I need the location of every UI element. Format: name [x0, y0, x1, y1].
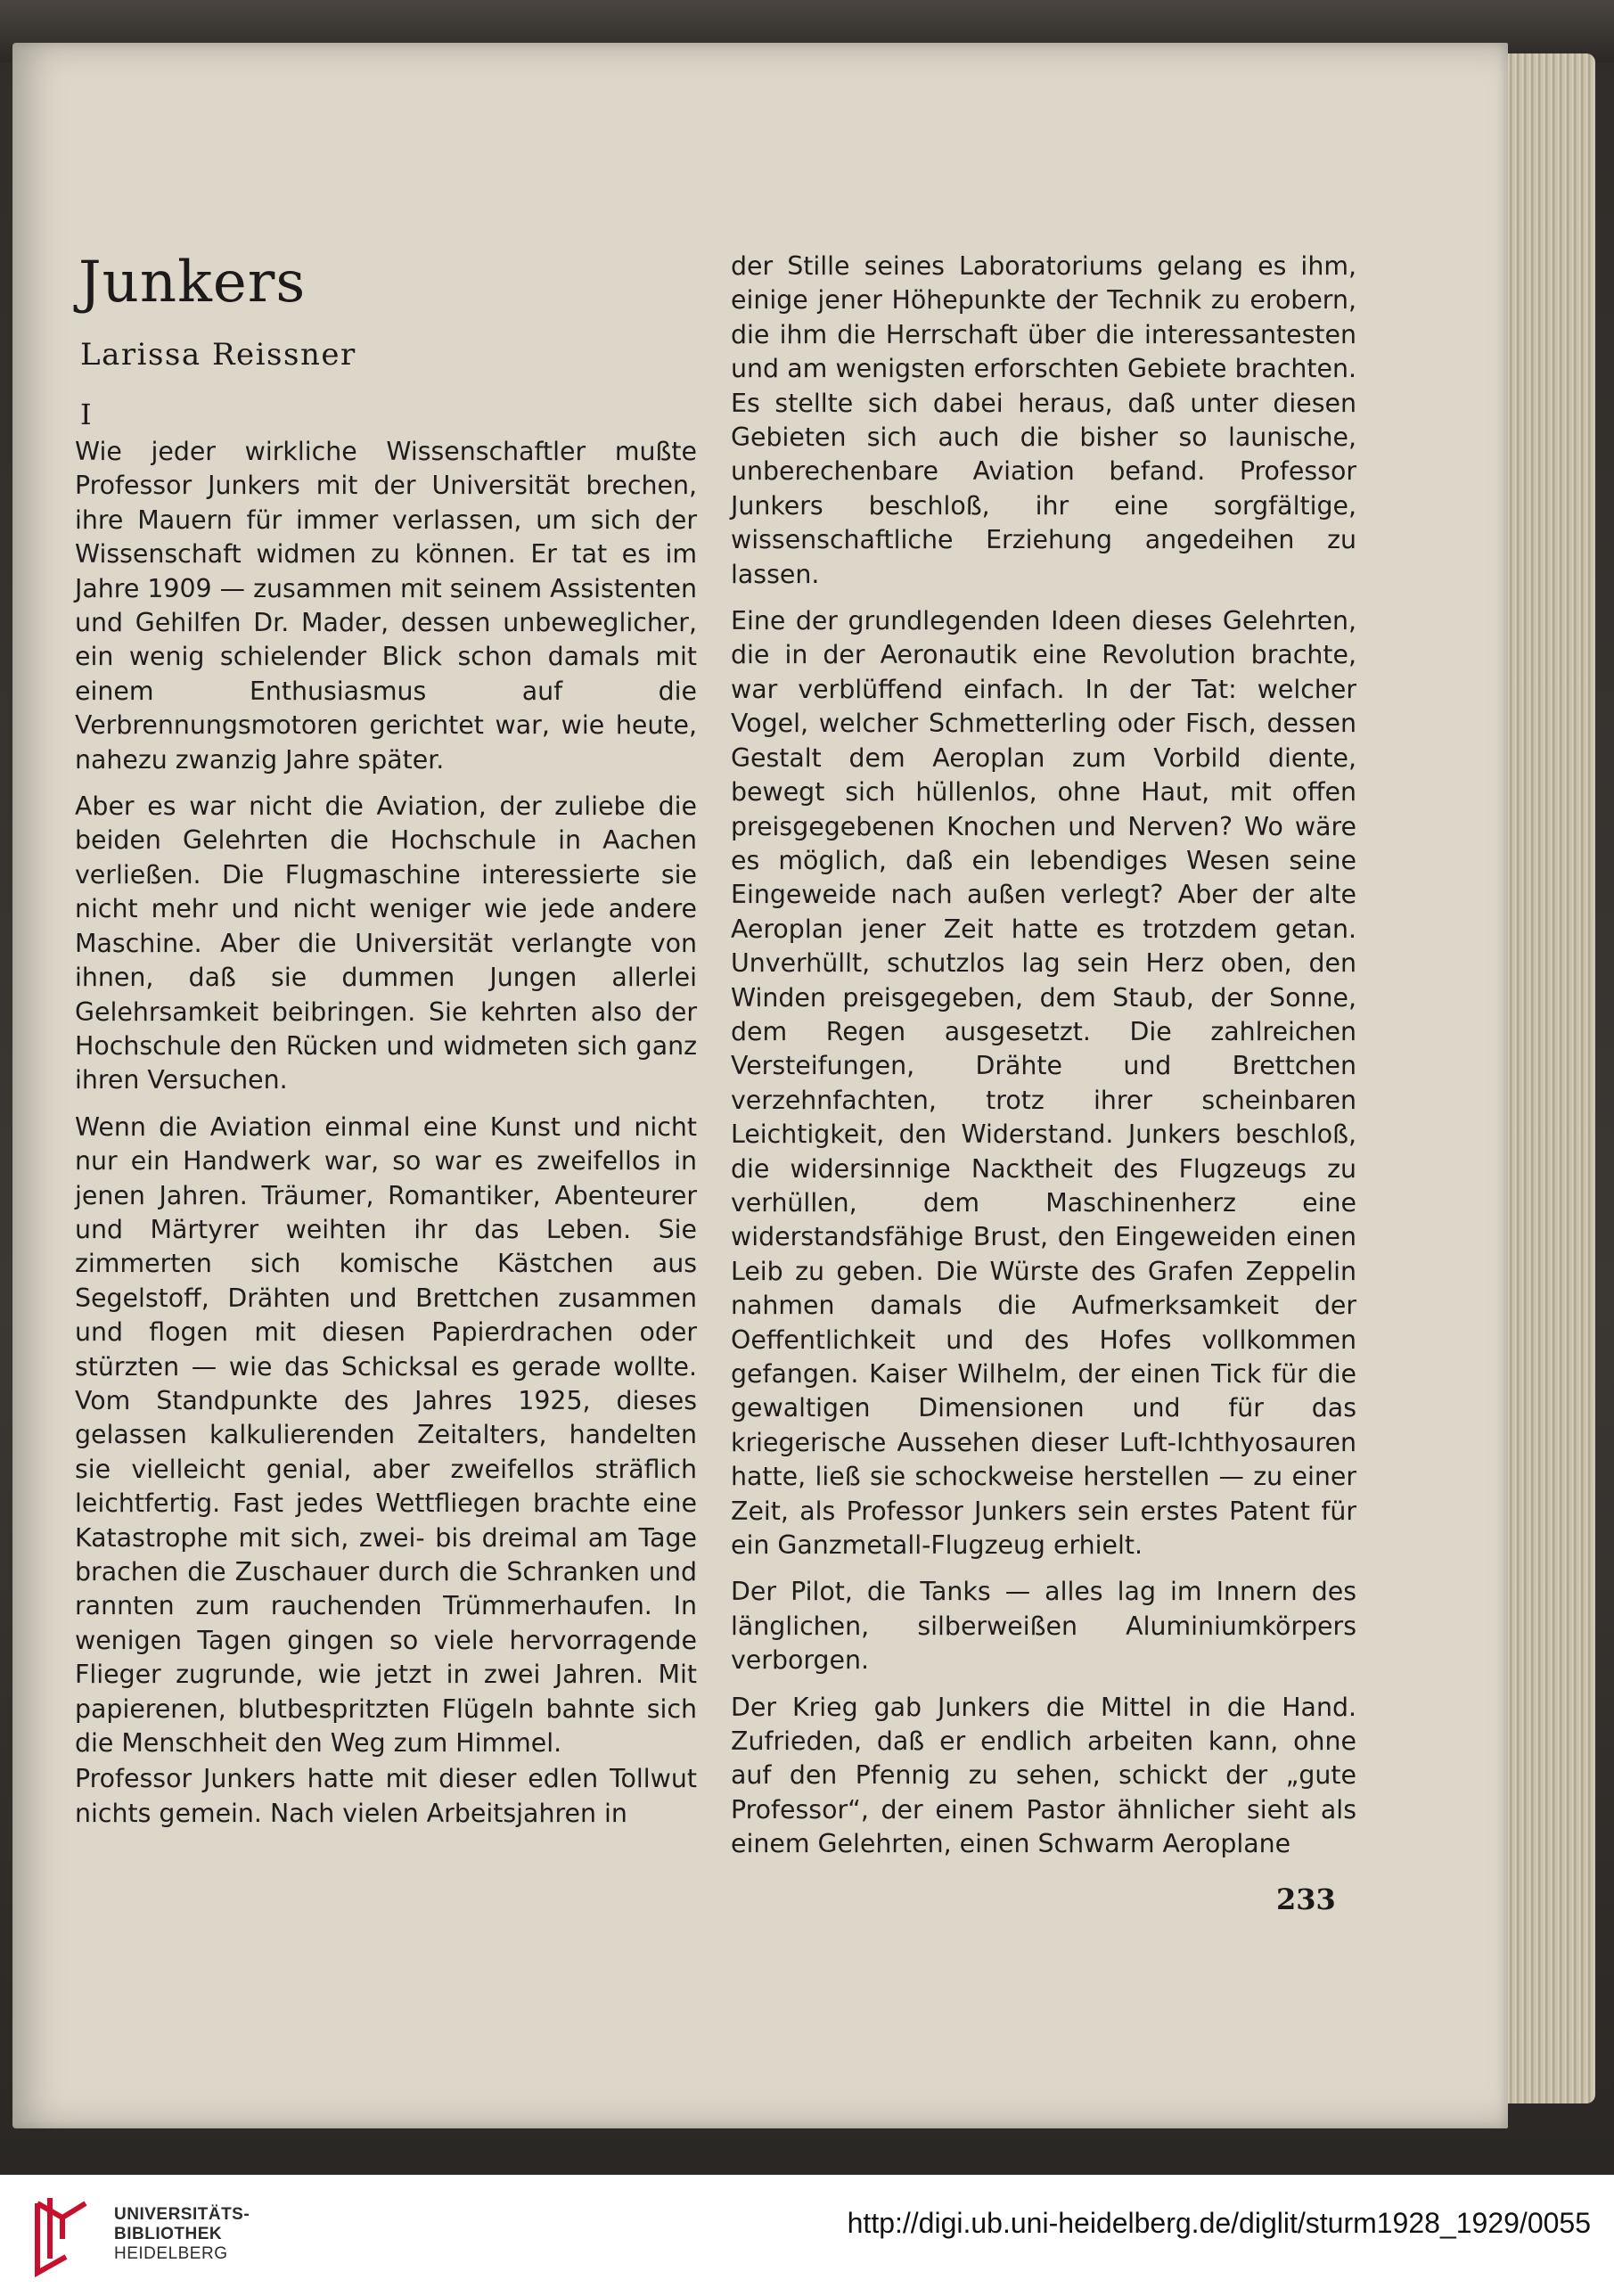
paragraph: Wie jeder wirkliche Wissenschaftler mußte Professor Junkers mit der Universität brechen, ihre Mauern für immer verlassen, um sich der Wissenschaft widmen zu können. Er tat es im Jahre 1909 — zusammen mit seinem Assistenten und Gehilfen Dr. Mader, dessen unbeweglicher, ein wenig schielender Blick schon damals mit einem Enthusiasmus auf die Verbrennungsmotoren gerichtet war, wie heute, nahezu zwanzig Jahre später.: [75, 437, 697, 775]
section-number: I: [80, 398, 92, 431]
library-name-line3: HEIDELBERG: [114, 2244, 228, 2263]
page-number: 233: [1276, 1882, 1336, 1916]
paragraph: Eine der grundlegenden Ideen dieses Gelehrten, die in der Aeronautik eine Revolution brachte, war verblüffend einfach. In der Tat: welcher Vogel, welcher Schmetterling oder Fisch, dessen Gestalt dem Aeroplan zum Vorbild diente, bewegt sich hüllenlos, ohne Haut, mit offen preisgegebenen Knochen und Nerven? Wo wäre es möglich, daß ein lebendiges Wesen seine Eingeweide nach außen verlegt? Aber der alte Aeroplan jener Zeit hatte es trotzdem getan. Unverhüllt, schutzlos lag sein Herz oben, den Winden preisgegeben, dem Staub, der Sonne, dem Regen ausgesetzt. Die zahlreichen Versteifungen, Drähte und Brettchen verzehnfachten, trotz ihrer scheinbaren Leichtigkeit, den Widerstand. Junkers beschloß, die widersinnige Nacktheit des Flugzeugs zu verhüllen, dem Maschinenherz eine widerstandsfähige Brust, den Eingeweiden einen Leib zu geben. Die Würste des Grafen Zeppelin nahmen damals die Aufmerksamkeit der Oeffentlichkeit und des Hofes vollkommen gefangen. Kaiser Wilhelm, der einen Tick für die gewaltigen Dimensionen und für das kriegerische Aussehen dieser Luft-Ichthyosauren hatte, ließ sie schockweise herstellen — zu einer Zeit, als Professor Junkers sein erstes Patent für ein Ganzmetall-Flugzeug erhielt.: [731, 606, 1356, 1561]
paragraph: Professor Junkers hatte mit dieser edlen Tollwut nichts gemein. Nach vielen Arbeitsjahren in: [75, 1764, 697, 1828]
left-text-column: [75, 435, 697, 1843]
source-url-link[interactable]: http://digi.ub.uni-heidelberg.de/diglit/sturm1928_1929/0055: [847, 2207, 1591, 2239]
ub-heidelberg-logo-icon: [30, 2194, 102, 2280]
paragraph: Wenn die Aviation einmal eine Kunst und nicht nur ein Handwerk war, so war es zweifellos in jenen Jahren. Träumer, Romantiker, Abenteurer und Märtyrer weihten ihr das Leben. Sie zimmerten sich komische Kästchen aus Segelstoff, Drähten und Brettchen zusammen und flogen mit diesen Papierdrachen oder stürzten — wie das Schicksal es gerade wollte. Vom Standpunkte des Jahres 1925, dieses gelassen kalkulierenden Zeitalters, handelten sie vielleicht genial, aber zweifellos sträflich leichtfertig. Fast jedes Wettfliegen brachte eine Katastrophe mit sich, zwei- bis dreimal am Tage brachen die Zuschauer durch die Schranken und rannten zum rauchenden Trümmerhaufen. In wenigen Tagen gingen so viele hervorragende Flieger zugrunde, wie jetzt in zwei Jahren. Mit papierenen, blutbespritzten Flügeln bahnte sich die Menschheit den Weg zum Himmel.: [75, 1111, 697, 1759]
paragraph: Aber es war nicht die Aviation, der zuliebe die beiden Gelehrten die Hochschule in Aachen verließen. Die Flugmaschine interessierte sie nicht mehr und nicht weniger wie jede andere Maschine. Aber die Universität verlangte von ihnen, daß sie dummen Jungen allerlei Gelehrsamkeit beibringen. Sie kehrten also der Hochschule den Rücken und widmeten sich ganz ihren Versuchen.: [75, 791, 697, 1095]
book-page-edges: [1506, 53, 1595, 2103]
paragraph: der Stille seines Laboratoriums gelang es ihm, einige jener Höhepunkte der Technik zu erobern, die ihm die Herrschaft über die interessantesten und am wenigsten erforschten Gebiete brachten. Es stellte sich dabei heraus, daß unter diesen Gebieten sich auch die bisher so launische, unberechenbare Aviation befand. Professor Junkers beschloß, ihr eine sorgfältige, wissenschaftliche Erziehung angedeihen zu lassen.: [731, 251, 1356, 589]
paragraph: Der Pilot, die Tanks — alles lag im Innern des länglichen, silberweißen Aluminiumkörpers verborgen.: [731, 1577, 1356, 1676]
article-author: Larissa Reissner: [80, 337, 356, 373]
library-name-line2: BIBLIOTHEK: [114, 2225, 223, 2243]
library-name: [114, 2205, 250, 2264]
right-text-column: [731, 250, 1356, 1874]
paragraph: Der Krieg gab Junkers die Mittel in die Hand. Zufrieden, daß er endlich arbeiten kann, ohne auf den Pfennig zu sehen, schickt der „gute Professor“, der einem Pastor ähnlicher sieht als einem Gelehrten, einen Schwarm Aeroplane: [731, 1692, 1356, 1859]
article-title: Junkers: [78, 250, 307, 316]
library-name-line1: UNIVERSITÄTS-: [114, 2205, 250, 2224]
